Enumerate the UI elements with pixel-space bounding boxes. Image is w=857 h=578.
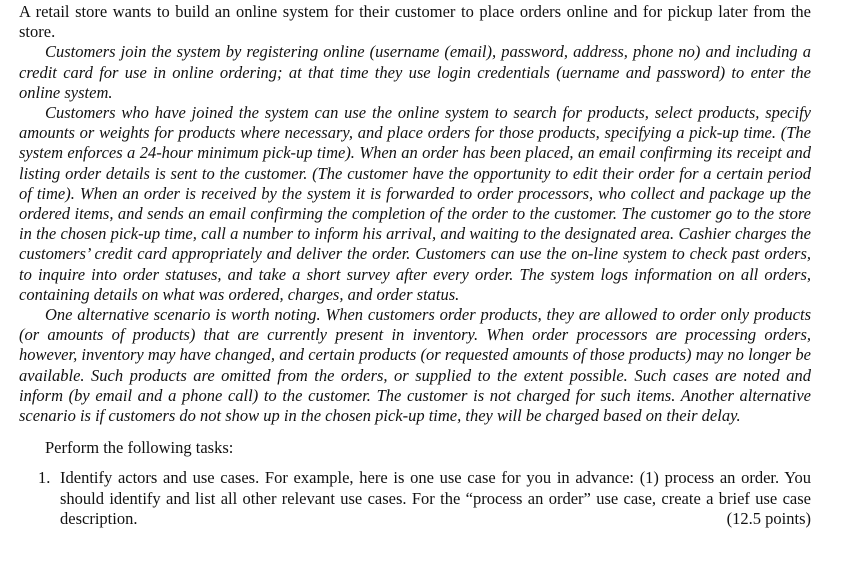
ordering-paragraph: Customers who have joined the system can use the online system to search for products, select products, specify amounts or weights for products where necessary, and place orders for those products, specifying a pick-up time. (The system enforces a 24-hour minimum pick-up time). When an order has been placed, an email confirming its receipt and listing order details is sent to the customer. (The customer have the opportunity to edit their order for a certain period of time). When an order is received by the system it is forwarded to order processors, who collect and package up the ordered items, and sends an email confirming the completion of the order to the customer. The customer go to the store in the chosen pick-up time, call a number to inform his arrival, and waiting to the designated area. Cashier charges the customers’ credit card appropriately and deliver the order. Customers can use the on-line system to check past orders, to inquire into order statuses, and take a short survey after every order. The system logs information on all orders, containing details on what was ordered, charges, and order status. [19, 103, 811, 304]
task-number: 1. [38, 468, 51, 488]
tasks-heading: Perform the following tasks: [45, 438, 234, 458]
task-item [19, 468, 811, 529]
task-text: Identify actors and use cases. For example, here is one use case for you in advance: (1) process an order. You should identify and list all other relevant use cases. For the “process an order” use case, create a brief use case description. [60, 468, 811, 528]
alternative-scenario-paragraph: One alternative scenario is worth noting. When customers order products, they are allowed to order only products (or amounts of products) that are currently present in inventory. When order processors are processing orders, however, inventory may have changed, and certain products (or requested amounts of those products) may no longer be available. Such products are omitted from the orders, or supplied to the extent possible. Such cases are noted and inform (by email and a phone call) to the customer. The customer is not charged for such items. Another alternative scenario is if customers do not show up in the chosen pick-up time, they will be charged based on their delay. [19, 305, 811, 426]
registration-paragraph: Customers join the system by registering online (username (email), password, address, phone no) and including a credit card for use in online ordering; at that time they use login credentials (uername and password) to enter the online system. [19, 42, 811, 102]
intro-paragraph: A retail store wants to build an online system for their customer to place orders online and for pickup later from the store. [19, 2, 811, 42]
task-points: (12.5 points) [726, 508, 811, 528]
task-list [19, 468, 811, 529]
document-page [19, 2, 811, 529]
